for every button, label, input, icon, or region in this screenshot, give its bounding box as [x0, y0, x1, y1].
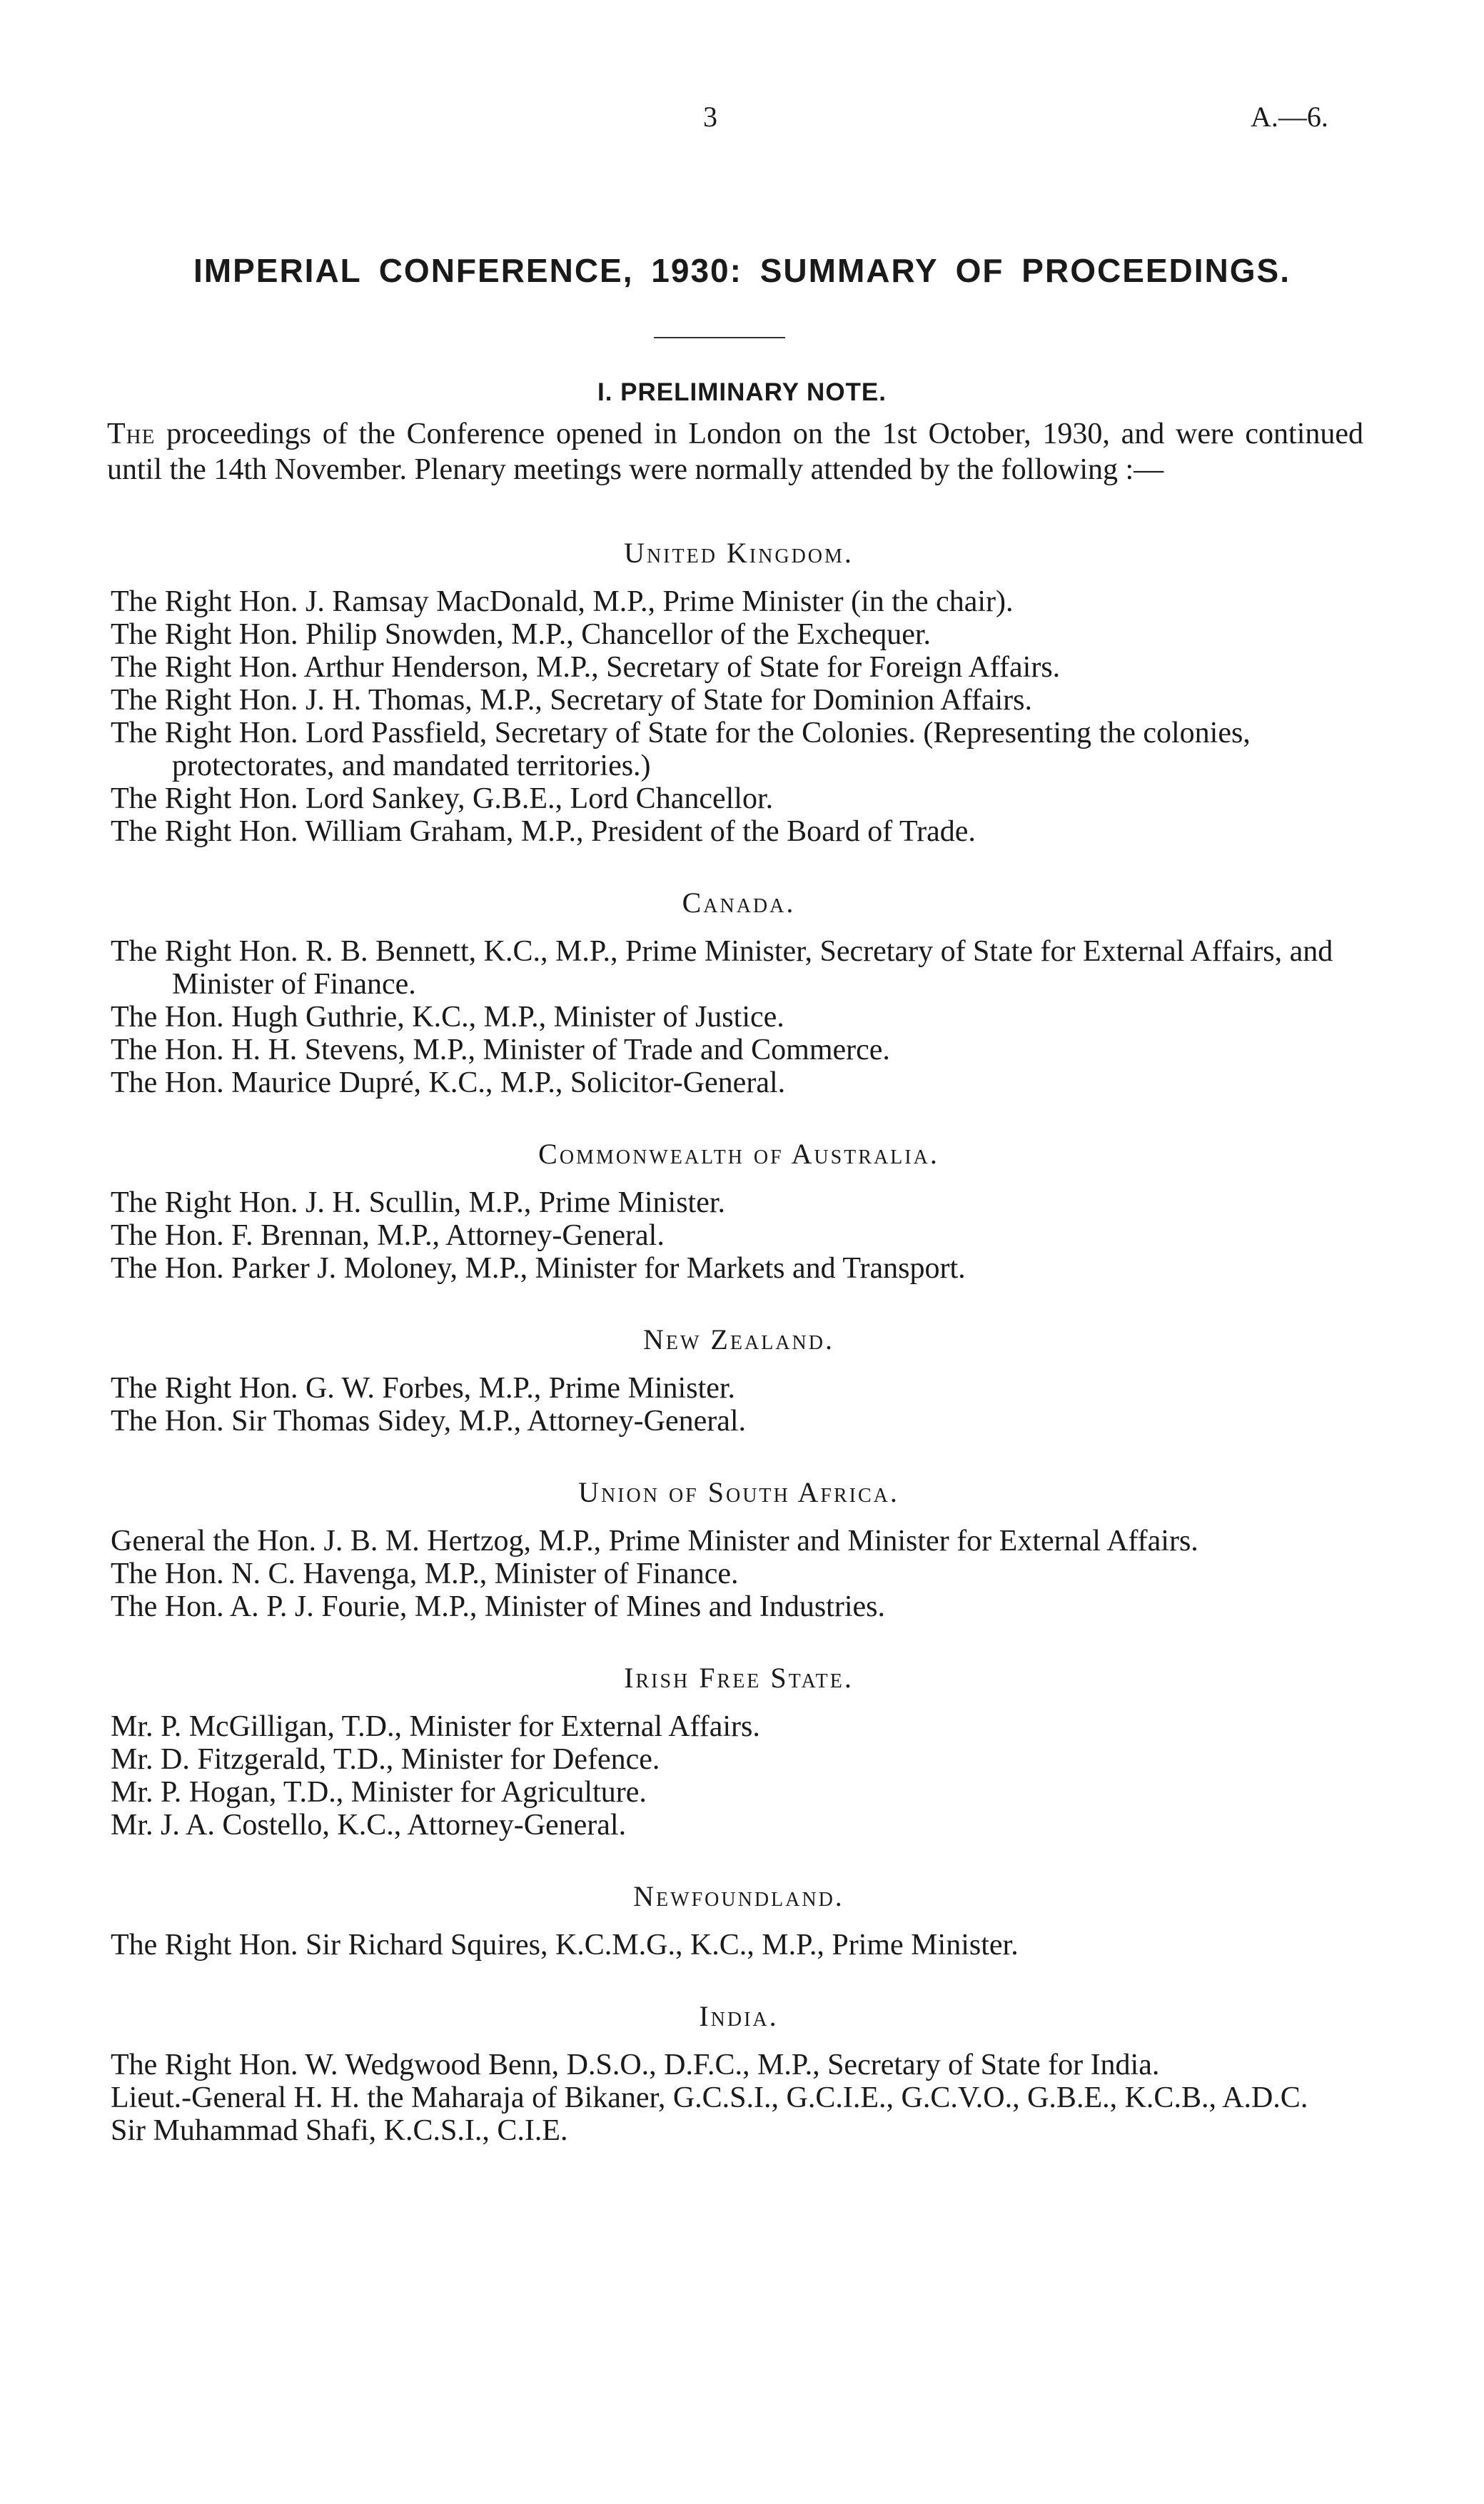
delegation-south-africa	[111, 1475, 1367, 1623]
delegate-entry: The Right Hon. Lord Sankey, G.B.E., Lord Chancellor.	[111, 782, 774, 815]
delegate-entry: Mr. P. McGilligan, T.D., Minister for External Affairs.	[111, 1710, 760, 1743]
delegation-header: Newfoundland.	[633, 1880, 844, 1912]
delegate-entry: The Right Hon. Lord Passfield, Secretary of State for the Colonies. (Representing the colonies, protectorates, and mandated territories.)	[111, 717, 1251, 782]
delegate-entry: The Right Hon. R. B. Bennett, K.C., M.P., Prime Minister, Secretary of State for External Affairs, and Minister of Finance.	[111, 935, 1333, 1001]
delegate-entry: The Right Hon. G. W. Forbes, M.P., Prime Minister.	[111, 1372, 736, 1405]
delegate-entry: General the Hon. J. B. M. Hertzog, M.P., Prime Minister and Minister for External Affairs.	[111, 1525, 1198, 1558]
delegate-entry: The Hon. Hugh Guthrie, K.C., M.P., Minister of Justice.	[111, 1001, 784, 1034]
delegation-australia	[111, 1136, 1367, 1285]
delegation-canada	[111, 885, 1367, 1099]
delegation-header: Irish Free State.	[624, 1662, 854, 1694]
delegate-entry: Lieut.-General H. H. the Maharaja of Bikaner, G.C.S.I., G.C.I.E., G.C.V.O., G.B.E., K.C.B., A.D.C.	[111, 2081, 1308, 2114]
delegate-entry: The Right Hon. Philip Snowden, M.P., Chancellor of the Exchequer.	[111, 618, 932, 651]
delegation-header: New Zealand.	[643, 1323, 834, 1356]
delegate-entry: Mr. D. Fitzgerald, T.D., Minister for Defence.	[111, 1743, 660, 1776]
delegation-new-zealand	[111, 1322, 1367, 1438]
delegate-entry: The Hon. A. P. J. Fourie, M.P., Minister of Mines and Industries.	[111, 1590, 885, 1623]
delegation-newfoundland	[111, 1879, 1367, 1962]
delegate-entry: The Hon. Parker J. Moloney, M.P., Minister for Markets and Transport.	[111, 1252, 966, 1285]
intro-text: proceedings of the Conference opened in London on the 1st October, 1930, and were continued until the 14th November. Plenary meetings were normally attended by the following :—	[107, 418, 1363, 486]
document-reference: A.—6.	[1251, 101, 1328, 133]
delegate-entry: Mr. J. A. Costello, K.C., Attorney-General.	[111, 1809, 627, 1842]
delegate-entry: Mr. P. Hogan, T.D., Minister for Agriculture.	[111, 1776, 647, 1809]
delegation-header: Union of South Africa.	[578, 1476, 899, 1508]
delegate-entry: The Right Hon. J. H. Scullin, M.P., Prime Minister.	[111, 1186, 726, 1219]
delegation-header: Commonwealth of Australia.	[538, 1138, 939, 1170]
delegate-entry: The Right Hon. J. Ramsay MacDonald, M.P., Prime Minister (in the chair).	[111, 585, 1014, 618]
delegate-entry: The Hon. Sir Thomas Sidey, M.P., Attorney-General.	[111, 1405, 747, 1438]
delegation-united-kingdom	[111, 535, 1367, 848]
delegate-entry: The Right Hon. Sir Richard Squires, K.C.M.G., K.C., M.P., Prime Minister.	[111, 1929, 1019, 1962]
delegate-entry: The Hon. N. C. Havenga, M.P., Minister of Finance.	[111, 1558, 739, 1590]
delegation-header: United Kingdom.	[624, 537, 854, 569]
delegate-entry: The Right Hon. Arthur Henderson, M.P., Secretary of State for Foreign Affairs.	[111, 651, 1061, 684]
delegate-entry: The Right Hon. J. H. Thomas, M.P., Secretary of State for Dominion Affairs.	[111, 684, 1032, 717]
delegate-entry: Sir Muhammad Shafi, K.C.S.I., C.I.E.	[111, 2114, 568, 2147]
intro-lead-word: The	[107, 418, 156, 450]
delegation-list	[111, 535, 1367, 2184]
intro-paragraph	[107, 416, 1363, 488]
page-title: IMPERIAL CONFERENCE, 1930: SUMMARY OF PROCEEDINGS.	[193, 252, 1291, 289]
delegation-irish-free-state	[111, 1660, 1367, 1842]
delegation-header: India.	[699, 2000, 779, 2032]
page-number: 3	[703, 101, 717, 133]
delegate-entry: The Right Hon. William Graham, M.P., President of the Board of Trade.	[111, 815, 976, 848]
delegate-entry: The Hon. Maurice Dupré, K.C., M.P., Solicitor-General.	[111, 1066, 786, 1099]
delegate-entry: The Right Hon. W. Wedgwood Benn, D.S.O., D.F.C., M.P., Secretary of State for India.	[111, 2049, 1160, 2081]
delegate-entry: The Hon. H. H. Stevens, M.P., Minister of Trade and Commerce.	[111, 1034, 890, 1066]
delegate-entry: The Hon. F. Brennan, M.P., Attorney-General.	[111, 1219, 665, 1252]
delegation-header: Canada.	[682, 887, 796, 919]
section-heading: I. PRELIMINARY NOTE.	[597, 378, 887, 406]
delegation-india	[111, 1999, 1367, 2147]
title-divider	[654, 337, 785, 338]
